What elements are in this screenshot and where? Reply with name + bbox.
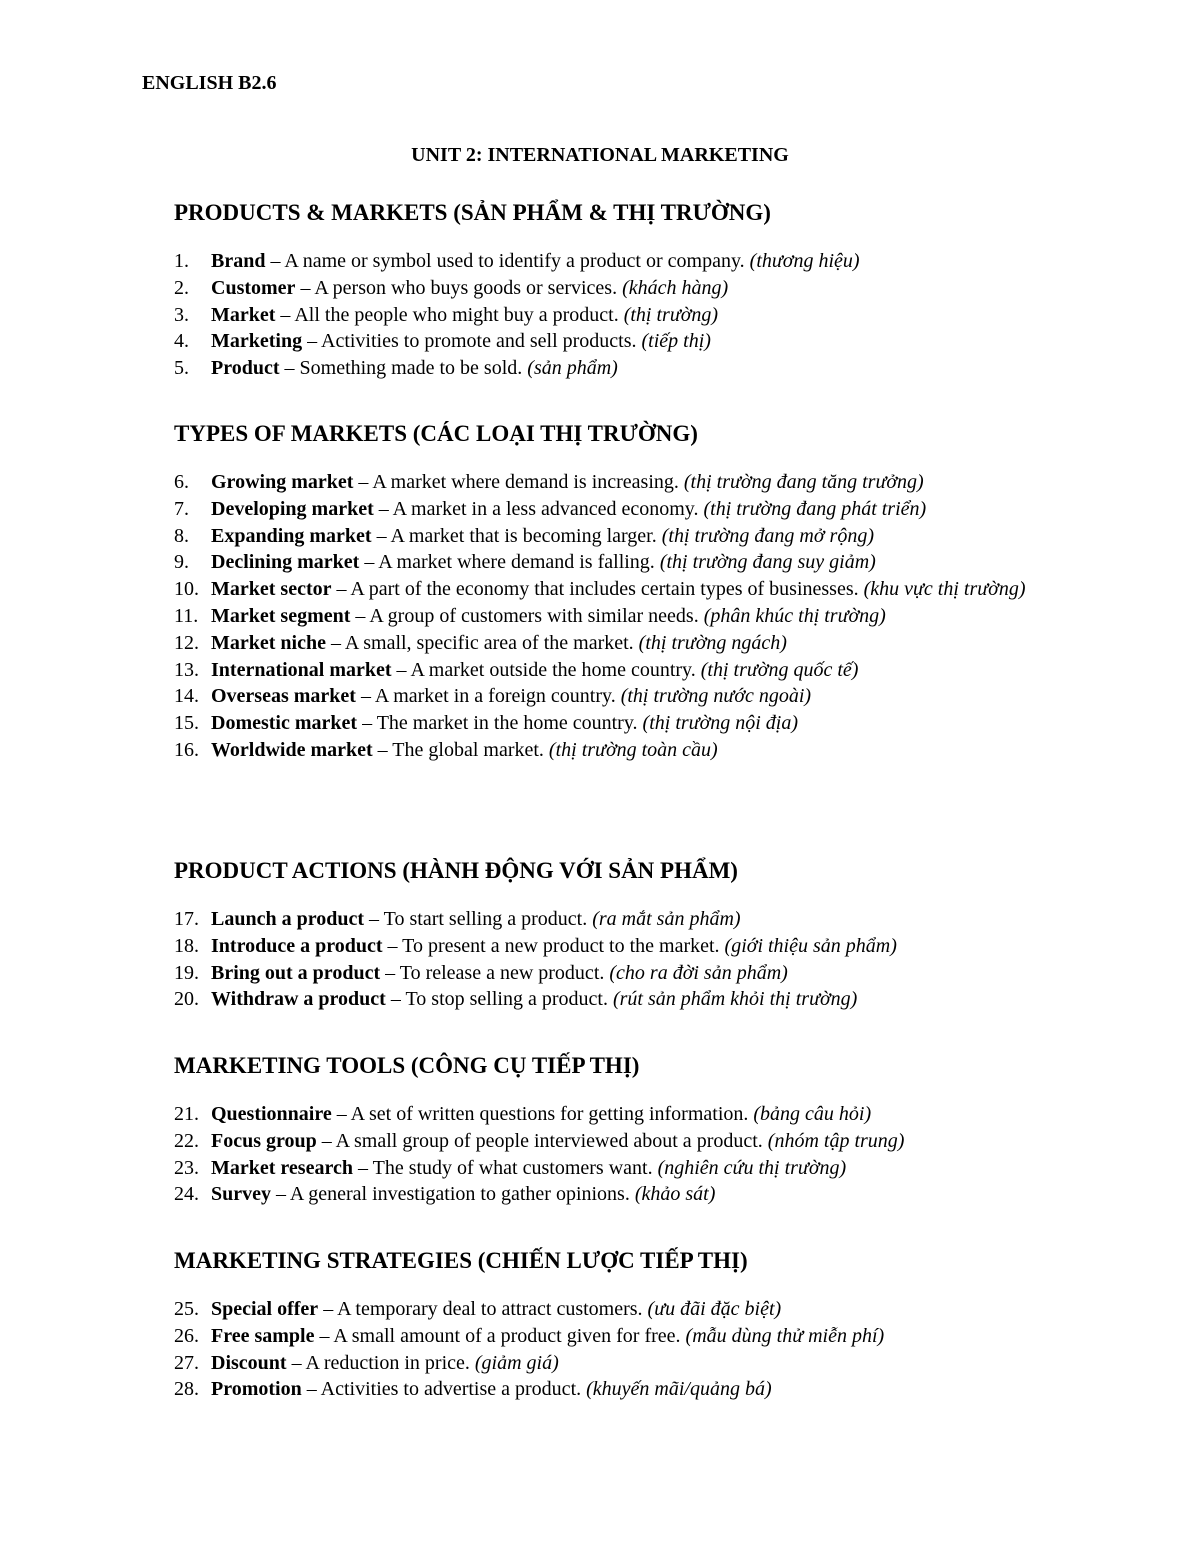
- term: Developing market: [211, 497, 374, 520]
- definition: A market where demand is falling.: [378, 551, 655, 574]
- vietnamese-translation: (khách hàng): [622, 276, 729, 299]
- vietnamese-translation: (thương hiệu): [749, 250, 860, 272]
- term: Market niche: [211, 631, 326, 654]
- definition: Activities to promote and sell products.: [321, 330, 637, 353]
- vocabulary-item: 24. Survey – A general investigation to gather opinions. (khảo sát): [174, 1181, 1074, 1208]
- item-number: 8.: [174, 524, 189, 547]
- item-number: 15.: [174, 712, 199, 735]
- term: Growing market: [211, 471, 354, 493]
- vocabulary-item: 26. Free sample – A small amount of a product given for free. (mẫu dùng thử miễn phí): [174, 1323, 1074, 1350]
- vocabulary-item: 14. Overseas market – A market in a foreign country. (thị trường nước ngoài): [174, 683, 1074, 710]
- term: Special offer: [211, 1298, 319, 1320]
- vietnamese-translation: (thị trường đang phát triển): [703, 497, 927, 520]
- item-number: 12.: [174, 631, 199, 654]
- term: Withdraw a product: [211, 988, 386, 1011]
- vietnamese-translation: (rút sản phẩm khỏi thị trường): [612, 988, 858, 1011]
- section-product-actions: [174, 856, 1074, 1013]
- vietnamese-translation: (sản phẩm): [527, 357, 618, 380]
- vocabulary-item: 21. Questionnaire – A set of written questions for getting information. (bảng câu hỏi): [174, 1101, 1074, 1128]
- vocabulary-list: [174, 469, 1074, 764]
- definition: To present a new product to the market.: [402, 934, 720, 957]
- term: Marketing: [211, 330, 303, 353]
- vietnamese-translation: (phân khúc thị trường): [703, 604, 886, 627]
- definition: A set of written questions for getting information.: [350, 1103, 749, 1125]
- section-heading: PRODUCTS & MARKETS (SẢN PHẨM & THỊ TRƯỜNG): [174, 200, 771, 225]
- vocabulary-list: [174, 248, 1074, 382]
- term: International market: [211, 658, 392, 681]
- item-number: 7.: [174, 497, 189, 520]
- section-types-of-markets: [174, 419, 1074, 764]
- definition: All the people who might buy a product.: [294, 303, 619, 326]
- term: Free sample: [211, 1324, 315, 1347]
- definition: A market in a foreign country.: [374, 685, 616, 708]
- vietnamese-translation: (thị trường nước ngoài): [620, 685, 812, 708]
- vietnamese-translation: (thị trường đang tăng trưởng): [683, 471, 924, 493]
- term: Market research: [211, 1156, 353, 1179]
- definition: A market outside the home country.: [410, 658, 696, 681]
- section-marketing-tools: [174, 1051, 1074, 1208]
- vocabulary-item: 8. Expanding market – A market that is becoming larger. (thị trường đang mở rộng): [174, 523, 1074, 550]
- term: Focus group: [211, 1129, 317, 1152]
- section-marketing-strategies: [174, 1246, 1074, 1403]
- term: Introduce a product: [211, 934, 383, 957]
- item-number: 21.: [174, 1103, 199, 1125]
- item-number: 9.: [174, 551, 189, 574]
- vocabulary-item: 6. Growing market – A market where demand is increasing. (thị trường đang tăng trưởng): [174, 469, 1074, 496]
- vietnamese-translation: (thị trường ngách): [638, 631, 787, 654]
- definition: To start selling a product.: [383, 908, 588, 930]
- definition: A market in a less advanced economy.: [392, 497, 699, 520]
- definition: A temporary deal to attract customers.: [337, 1298, 643, 1320]
- vietnamese-translation: (thị trường đang mở rộng): [661, 524, 874, 547]
- vocabulary-item: 7. Developing market – A market in a less advanced economy. (thị trường đang phát triển): [174, 496, 1074, 523]
- term: Expanding market: [211, 524, 372, 547]
- vocabulary-item: 4. Marketing – Activities to promote and sell products. (tiếp thị): [174, 328, 1074, 355]
- vocabulary-item: 10. Market sector – A part of the economy that includes certain types of businesses. (khu vực thị trường): [174, 576, 1074, 603]
- section-heading: TYPES OF MARKETS (CÁC LOẠI THỊ TRƯỜNG): [174, 421, 698, 446]
- item-number: 24.: [174, 1183, 199, 1206]
- vietnamese-translation: (giảm giá): [474, 1351, 559, 1374]
- definition: A name or symbol used to identify a product or company.: [284, 250, 745, 272]
- vocabulary-list: [174, 1296, 1074, 1403]
- vocabulary-item: 5. Product – Something made to be sold. (sản phẩm): [174, 355, 1074, 382]
- definition: A market where demand is increasing.: [372, 471, 679, 493]
- item-number: 19.: [174, 961, 199, 984]
- vocabulary-item: 15. Domestic market – The market in the home country. (thị trường nội địa): [174, 710, 1074, 737]
- definition: To stop selling a product.: [405, 988, 608, 1011]
- term: Launch a product: [211, 908, 365, 930]
- vocabulary-list: [174, 1101, 1074, 1208]
- vocabulary-item: 13. International market – A market outside the home country. (thị trường quốc tế): [174, 657, 1074, 684]
- vocabulary-item: 9. Declining market – A market where demand is falling. (thị trường đang suy giảm): [174, 549, 1074, 576]
- vietnamese-translation: (nghiên cứu thị trường): [657, 1156, 847, 1179]
- term: Brand: [211, 250, 266, 272]
- item-number: 28.: [174, 1378, 199, 1401]
- item-number: 11.: [174, 604, 199, 627]
- term: Market: [211, 303, 276, 326]
- term: Questionnaire: [211, 1103, 332, 1125]
- term: Market sector: [211, 578, 332, 601]
- term: Worldwide market: [211, 738, 373, 761]
- vocabulary-item: 28. Promotion – Activities to advertise a product. (khuyến mãi/quảng bá): [174, 1376, 1074, 1403]
- item-number: 26.: [174, 1324, 199, 1347]
- vocabulary-item: 20. Withdraw a product – To stop selling a product. (rút sản phẩm khỏi thị trường): [174, 986, 1074, 1013]
- vietnamese-translation: (thị trường nội địa): [642, 712, 799, 735]
- definition: Activities to advertise a product.: [320, 1378, 582, 1401]
- term: Market segment: [211, 604, 351, 627]
- definition: A market that is becoming larger.: [390, 524, 657, 547]
- item-number: 16.: [174, 738, 199, 761]
- definition: The market in the home country.: [376, 712, 638, 735]
- definition: A small amount of a product given for free.: [333, 1324, 681, 1347]
- definition: A reduction in price.: [305, 1351, 470, 1374]
- vietnamese-translation: (giới thiệu sản phẩm): [724, 934, 897, 957]
- definition: A general investigation to gather opinions.: [289, 1183, 630, 1206]
- term: Overseas market: [211, 685, 356, 708]
- vietnamese-translation: (thị trường quốc tế): [700, 658, 859, 681]
- vocabulary-item: 3. Market – All the people who might buy a product. (thị trường): [174, 302, 1074, 329]
- section-heading: MARKETING TOOLS (CÔNG CỤ TIẾP THỊ): [174, 1053, 640, 1078]
- course-label: ENGLISH B2.6: [142, 72, 277, 94]
- term: Survey: [211, 1183, 271, 1206]
- vietnamese-translation: (thị trường toàn cầu): [548, 738, 718, 761]
- item-number: 25.: [174, 1298, 199, 1320]
- vocabulary-item: 16. Worldwide market – The global market. (thị trường toàn cầu): [174, 737, 1074, 764]
- term: Promotion: [211, 1378, 302, 1401]
- vocabulary-item: 27. Discount – A reduction in price. (giảm giá): [174, 1350, 1074, 1377]
- definition: The global market.: [392, 738, 544, 761]
- vocabulary-item: 17. Launch a product – To start selling a product. (ra mắt sản phẩm): [174, 906, 1074, 933]
- definition: To release a new product.: [399, 961, 605, 984]
- vocabulary-list: [174, 906, 1074, 1013]
- item-number: 23.: [174, 1156, 199, 1179]
- item-number: 3.: [174, 303, 189, 326]
- definition: A small group of people interviewed about a product.: [335, 1129, 763, 1152]
- item-number: 5.: [174, 357, 189, 380]
- vietnamese-translation: (khảo sát): [634, 1183, 716, 1206]
- term: Declining market: [211, 551, 360, 574]
- vietnamese-translation: (cho ra đời sản phẩm): [609, 961, 788, 984]
- item-number: 22.: [174, 1129, 199, 1152]
- vocabulary-item: 19. Bring out a product – To release a new product. (cho ra đời sản phẩm): [174, 960, 1074, 987]
- definition: A small, specific area of the market.: [344, 631, 634, 654]
- vietnamese-translation: (thị trường): [623, 303, 719, 326]
- item-number: 2.: [174, 276, 189, 299]
- term: Product: [211, 357, 280, 380]
- definition: A group of customers with similar needs.: [369, 604, 699, 627]
- section-products-markets: [174, 198, 1074, 382]
- vietnamese-translation: (khuyến mãi/quảng bá): [586, 1378, 772, 1401]
- item-number: 14.: [174, 685, 199, 708]
- definition: The study of what customers want.: [372, 1156, 653, 1179]
- definition: Something made to be sold.: [299, 357, 523, 380]
- item-number: 4.: [174, 330, 189, 353]
- vietnamese-translation: (mẫu dùng thử miễn phí): [685, 1324, 885, 1347]
- vietnamese-translation: (tiếp thị): [641, 330, 711, 353]
- item-number: 1.: [174, 250, 189, 272]
- vocabulary-item: 18. Introduce a product – To present a new product to the market. (giới thiệu sản phẩm): [174, 933, 1074, 960]
- term: Discount: [211, 1351, 287, 1374]
- vocabulary-item: 25. Special offer – A temporary deal to attract customers. (ưu đãi đặc biệt): [174, 1296, 1074, 1323]
- vocabulary-item: 23. Market research – The study of what customers want. (nghiên cứu thị trường): [174, 1155, 1074, 1182]
- vietnamese-translation: (bảng câu hỏi): [753, 1103, 872, 1125]
- term: Customer: [211, 276, 296, 299]
- term: Bring out a product: [211, 961, 381, 984]
- section-heading: PRODUCT ACTIONS (HÀNH ĐỘNG VỚI SẢN PHẨM): [174, 858, 738, 883]
- item-number: 10.: [174, 578, 199, 601]
- item-number: 6.: [174, 471, 189, 493]
- item-number: 17.: [174, 908, 199, 930]
- vietnamese-translation: (nhóm tập trung): [767, 1129, 905, 1152]
- vocabulary-item: 22. Focus group – A small group of people interviewed about a product. (nhóm tập trung): [174, 1128, 1074, 1155]
- vietnamese-translation: (ra mắt sản phẩm): [592, 908, 741, 930]
- vocabulary-item: 11. Market segment – A group of customers with similar needs. (phân khúc thị trường): [174, 603, 1074, 630]
- item-number: 13.: [174, 658, 199, 681]
- item-number: 27.: [174, 1351, 199, 1374]
- section-heading: MARKETING STRATEGIES (CHIẾN LƯỢC TIẾP THỊ): [174, 1248, 748, 1273]
- unit-title: UNIT 2: INTERNATIONAL MARKETING: [411, 144, 789, 166]
- vietnamese-translation: (thị trường đang suy giảm): [659, 551, 876, 574]
- vietnamese-translation: (ưu đãi đặc biệt): [647, 1298, 782, 1320]
- vocabulary-item: 2. Customer – A person who buys goods or services. (khách hàng): [174, 275, 1074, 302]
- definition: A person who buys goods or services.: [314, 276, 618, 299]
- item-number: 20.: [174, 988, 199, 1011]
- term: Domestic market: [211, 712, 358, 735]
- vocabulary-item: 12. Market niche – A small, specific area of the market. (thị trường ngách): [174, 630, 1074, 657]
- definition: A part of the economy that includes certain types of businesses.: [350, 578, 859, 601]
- item-number: 18.: [174, 934, 199, 957]
- vietnamese-translation: (khu vực thị trường): [863, 578, 1026, 601]
- vocabulary-item: 1. Brand – A name or symbol used to identify a product or company. (thương hiệu): [174, 248, 1074, 275]
